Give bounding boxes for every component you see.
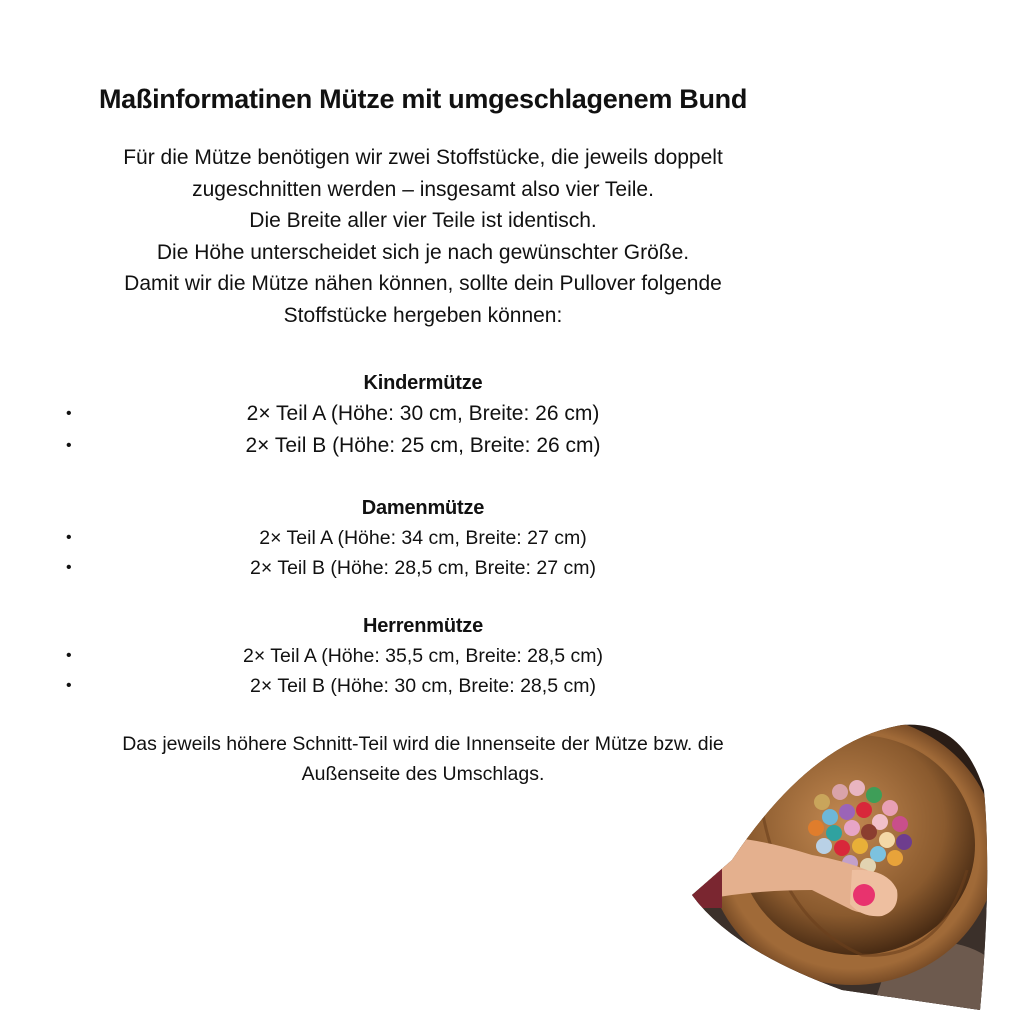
intro-line: Die Breite aller vier Teile ist identisch. (249, 209, 597, 232)
bullet-icon: • (66, 529, 72, 546)
list-item-text: 2× Teil B (Höhe: 28,5 cm, Breite: 27 cm) (250, 557, 596, 579)
outro-line: Das jeweils höhere Schnitt-Teil wird die Innenseite der Mütze bzw. die (122, 733, 724, 755)
list-item (0, 641, 846, 671)
size-list (0, 523, 846, 583)
list-item (0, 430, 846, 462)
bullet-icon: • (66, 677, 72, 694)
bullet-icon: • (66, 405, 72, 422)
section-heading: Herrenmütze (362, 615, 484, 637)
section-kindermuetze (0, 368, 846, 462)
intro-line: zugeschnitten werden – insgesamt also vier Teile. (192, 177, 654, 201)
intro-line: Die Höhe unterscheidet sich je nach gewünschter Größe. (156, 240, 690, 264)
list-item (0, 671, 846, 701)
list-item-text: 2× Teil B (Höhe: 30 cm, Breite: 28,5 cm) (250, 675, 596, 697)
list-item (0, 553, 846, 583)
size-list (0, 398, 846, 462)
section-heading: Damenmütze (361, 497, 485, 519)
wooden-bowl-photo (692, 720, 992, 1010)
intro-paragraph (60, 142, 786, 331)
outro-paragraph (60, 729, 786, 789)
intro-line: Für die Mütze benötigen wir zwei Stoffstücke, die jeweils doppelt (123, 146, 723, 169)
outro-line: Außenseite des Umschlags. (301, 763, 545, 785)
section-damenmuetze (0, 493, 846, 583)
bullet-icon: • (66, 647, 72, 664)
bullet-icon: • (66, 437, 72, 454)
list-item (0, 398, 846, 430)
section-heading: Kindermütze (363, 372, 483, 394)
list-item-text: 2× Teil B (Höhe: 25 cm, Breite: 26 cm) (245, 434, 601, 457)
bullet-icon: • (66, 559, 72, 576)
list-item-text: 2× Teil A (Höhe: 34 cm, Breite: 27 cm) (259, 527, 587, 549)
section-herrenmuetze (0, 611, 846, 701)
size-list (0, 641, 846, 701)
list-item-text: 2× Teil A (Höhe: 35,5 cm, Breite: 28,5 cm) (242, 645, 604, 667)
intro-line: Damit wir die Mütze nähen können, sollte dein Pullover folgende (124, 272, 722, 295)
page-title: Maßinformatinen Mütze mit umgeschlagenem Bund (98, 84, 748, 114)
intro-line: Stoffstücke hergeben können: (283, 303, 563, 327)
list-item (0, 523, 846, 553)
list-item-text: 2× Teil A (Höhe: 30 cm, Breite: 26 cm) (246, 402, 600, 425)
